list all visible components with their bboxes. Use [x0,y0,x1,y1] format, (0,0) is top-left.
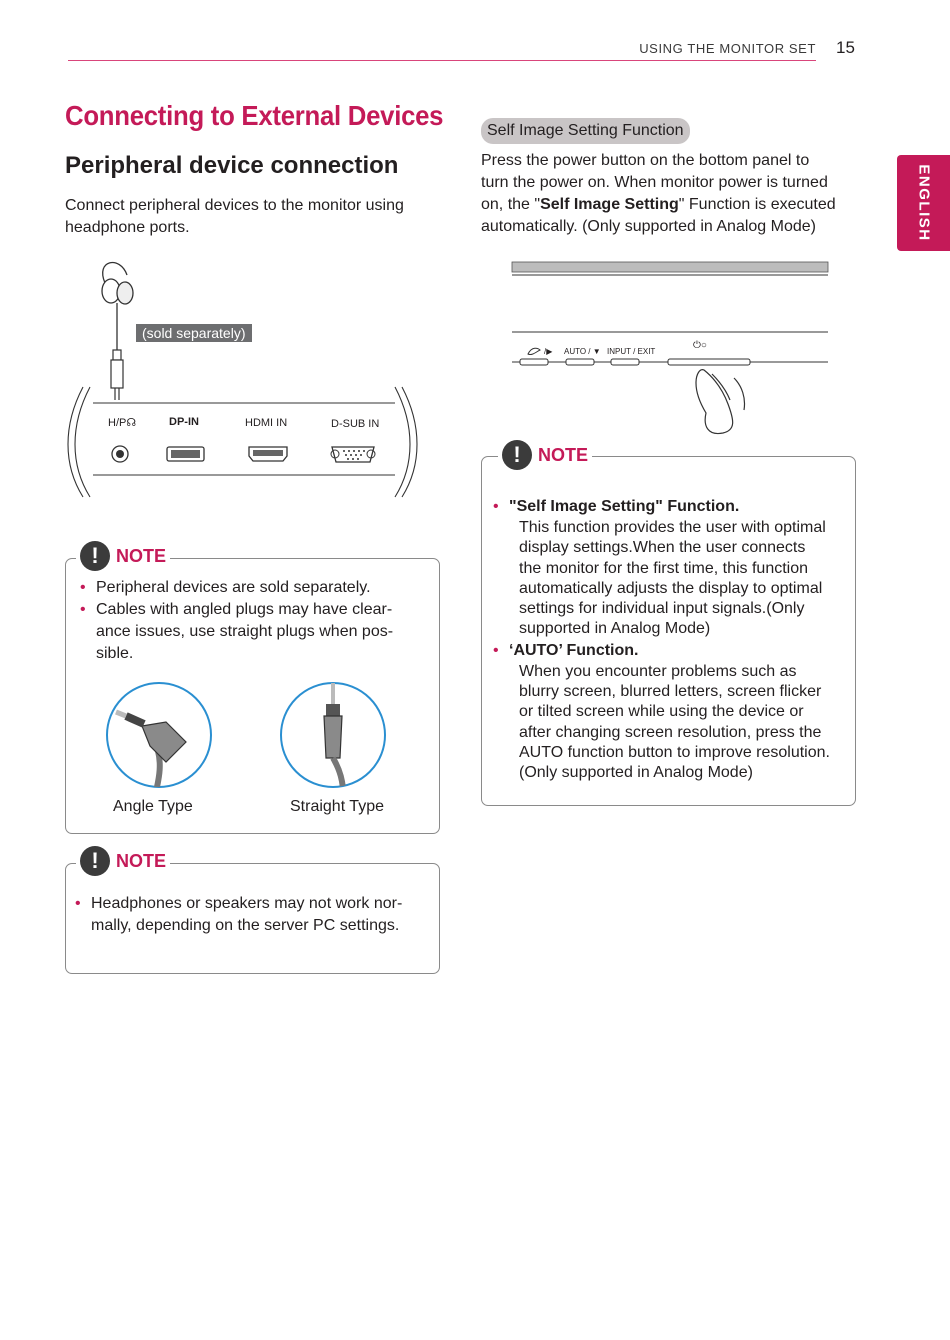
self-image-paragraph [481,150,861,238]
exclamation-icon: ! [80,846,110,876]
body-line: AUTO function button to improve resolution. [519,743,830,761]
list-item-text: • Headphones or speakers may not work nor- [91,895,403,912]
button-panel-diagram [508,258,838,438]
text-run: " Function is executed [678,196,836,213]
paragraph-line: turn the power on. When monitor power is turned [481,174,828,191]
note-label: NOTE [116,850,167,871]
hdmi-port-icon [249,447,287,461]
note-label: NOTE [116,545,167,566]
list-item [71,893,426,937]
list-item-text: ance issues, use straight plugs when pos- [96,623,394,640]
intro-line: Connect peripheral devices to the monitor using [65,197,404,214]
straight-plug-image [278,680,390,792]
paragraph-line: Press the power button on the bottom panel to [481,152,810,169]
subsection-title: Peripheral device connection [65,152,399,179]
body-line: This function provides the user with optimal [519,519,826,536]
exclamation-icon: ! [502,440,532,470]
note-list [489,496,849,784]
port-label-hdmi: HDMI IN [245,417,288,429]
headphones-icon [102,263,133,350]
exclamation-icon: ! [80,541,110,571]
port-diagram [65,255,425,505]
text-run: on, the " [481,196,541,213]
page-number: 15 [836,38,855,57]
angle-type-caption: Angle Type [113,798,193,815]
list-item-title: • "Self Image Setting" Function. [509,498,740,515]
auto-button-label: AUTO / ▼ [564,347,601,356]
pointing-hand-icon [696,370,745,434]
header-rule [68,60,816,61]
body-line: after changing screen resolution, press the [519,723,822,741]
bold-text-run: Self Image Setting [540,196,679,213]
note-list [76,577,426,665]
note-heading [498,440,592,470]
angle-plug-image [104,680,216,792]
body-line: or tilted screen while using the device or [519,703,804,721]
list-item-text: sible. [96,645,134,662]
eco-icon [528,348,540,354]
body-line: When you encounter problems such as [519,662,797,680]
list-item-body [509,518,849,640]
sold-separately-tag: (sold separately) [136,324,252,342]
list-item [489,640,849,784]
list-item-text: Peripheral devices are sold separately. [96,579,371,596]
body-line: the monitor for the first time, this function [519,559,809,577]
list-item [76,599,426,665]
language-tab-label: ENGLISH [915,164,932,242]
list-item [76,577,426,599]
body-line: blurry screen, blurred letters, screen flicker [519,683,822,701]
section-title: Connecting to External Devices [65,100,444,131]
port-label-dp: DP-IN [169,416,199,428]
note-list [71,893,426,937]
language-tab [897,155,950,251]
input-button-label: INPUT / EXIT [607,347,656,356]
eco-button-label: /▶ [544,347,553,356]
list-item-text: mally, depending on the server PC settings. [91,917,400,934]
hp-port-icon [112,446,128,462]
intro-paragraph [65,195,404,239]
straight-type-caption: Straight Type [290,798,384,815]
dp-port-icon [167,447,204,461]
body-line: display settings.When the user connects [519,539,806,557]
list-item-body [509,662,849,784]
monitor-back-panel [68,387,417,497]
running-header: USING THE MONITOR SET [639,41,816,56]
headphone-plug-icon [111,350,123,400]
body-line: automatically adjusts the display to optimal [519,579,823,597]
note-label: NOTE [538,444,589,465]
function-pill: Self Image Setting Function [481,118,690,144]
list-item [489,496,849,640]
body-line: (Only supported in Analog Mode) [519,764,753,782]
dsub-port-icon [331,447,375,462]
list-item-text: • Cables with angled plugs may have clear- [96,601,393,618]
paragraph-line: automatically. (Only supported in Analog Mode) [481,218,816,235]
power-button-label: ⏻○ [693,340,707,351]
intro-line: headphone ports. [65,219,190,236]
body-line: settings for individual input signals.(Only [519,600,805,618]
note-heading [76,541,170,571]
paragraph-line [481,194,861,216]
list-item-title: • ‘AUTO’ Function. [509,641,639,659]
port-label-dsub: D-SUB IN [331,418,380,430]
note-heading [76,846,170,876]
body-line: supported in Analog Mode) [519,620,711,638]
port-label-hp: H/P☊ [108,417,137,429]
